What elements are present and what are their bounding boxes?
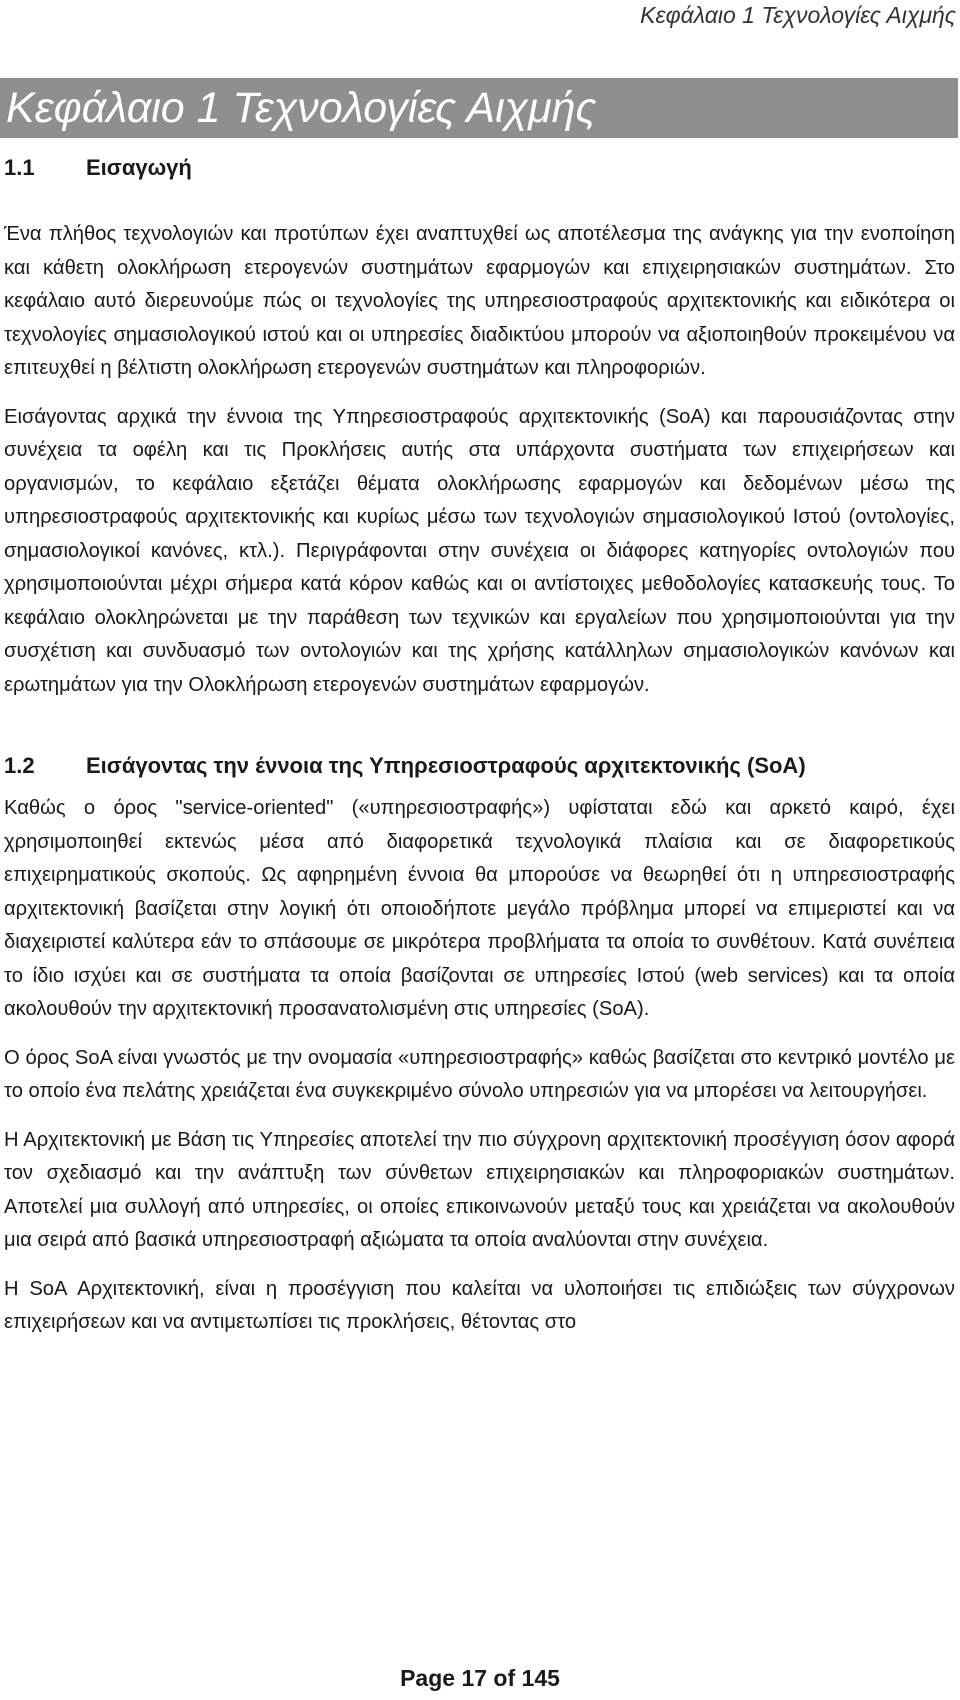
paragraph: Η Αρχιτεκτονική με Βάση τις Υπηρεσίες αποτελεί την πιο σύγχρονη αρχιτεκτονική προσέγγιση όσον αφορά τον σχεδιασμό και την ανάπτυξη των σύνθετων επιχειρησιακών και πληροφοριακών συστημάτων. Αποτελεί μια συλλογή από υπηρεσίες, οι οποίες επικοινωνούν μεταξύ τους και χρειάζεται να ακολουθούν μια σειρά από βασικά υπηρεσιοστραφή αξιώματα τα οποία αναλύονται στην συνέχεια. <box>4 1128 955 1251</box>
document-body <box>4 148 955 1340</box>
section-title: Εισαγωγή <box>86 155 192 180</box>
chapter-title: Κεφάλαιο 1 Τεχνολογίες Αιχμής <box>6 84 597 132</box>
section-number: 1.2 <box>4 753 35 778</box>
page-number: Page 17 of 145 <box>400 1665 560 1691</box>
section-heading-1-2 <box>4 746 955 786</box>
paragraph: Ο όρος SoA είναι γνωστός με την ονομασία «υπηρεσιοστραφής» καθώς βασίζεται στο κεντρικό μοντέλο με το οποίο ένα πελάτης χρειάζεται ένα συγκεκριμένο σύνολο υπηρεσιών για να μπορέσει να λειτουργήσει. <box>4 1046 955 1102</box>
section-number: 1.1 <box>4 155 35 180</box>
running-header: Κεφάλαιο 1 Τεχνολογίες Αιχμής <box>640 2 956 28</box>
section-title: Εισάγοντας την έννοια της Υπηρεσιοστραφούς αρχιτεκτονικής (SoA) <box>86 753 806 778</box>
paragraph: Εισάγοντας αρχικά την έννοια της Υπηρεσιοστραφούς αρχιτεκτονικής (SoA) και παρουσιάζοντας στην συνέχεια τα οφέλη και τις Προκλήσεις αυτής στα υπάρχοντα συστήματα των επιχειρήσεων και οργανισμών, το κεφάλαιο εξετάζει θέματα ολοκλήρωσης εφαρμογών και δεδομένων μέσω της υπηρεσιοστραφούς αρχιτεκτονικής και κυρίως μέσω των τεχνολογιών σημασιολογικού Ιστού (οντολογίες, σημασιολογικοί κανόνες, κτλ.). Περιγράφονται στην συνέχεια οι διάφορες κατηγορίες οντολογιών που χρησιμοποιούνται μέχρι σήμερα κατά κόρον καθώς και οι αντίστοιχες μεθοδολογίες κατασκευής τους. Το κεφάλαιο ολοκληρώνεται με την παράθεση των τεχνικών και εργαλείων που χρησιμοποιούνται για την συσχέτιση και συνδυασμό των οντολογιών και της χρήσης κατάλληλων σημασιολογικών κανόνων και ερωτημάτων για την Ολοκλήρωση ετερογενών συστημάτων εφαρμογών. <box>4 405 955 696</box>
paragraph: Ένα πλήθος τεχνολογιών και προτύπων έχει αναπτυχθεί ως αποτέλεσμα της ανάγκης για την ενοποίηση και κάθετη ολοκλήρωση ετερογενών συστημάτων εφαρμογών και επιχειρησιακών συστημάτων. Στο κεφάλαιο αυτό διερευνούμε πώς οι τεχνολογίες της υπηρεσιοστραφούς αρχιτεκτονικής και ειδικότερα οι τεχνολογίες σημασιολογικού ιστού και οι υπηρεσίες διαδικτύου μπορούν να αξιοποιηθούν προκειμένου να επιτευχθεί η βέλτιστη ολοκλήρωση ετερογενών συστημάτων και πληροφοριών. <box>4 223 955 379</box>
paragraph: Η SoA Αρχιτεκτονική, είναι η προσέγγιση που καλείται να υλοποιήσει τις επιδιώξεις των σύγχρονων επιχειρήσεων και να αντιμετωπίσει τις προκλήσεις, θέτοντας στο <box>4 1277 955 1333</box>
paragraph: Καθώς ο όρος "service-oriented" («υπηρεσιοστραφής») υφίσταται εδώ και αρκετό καιρό, έχει χρησιμοποιηθεί εκτενώς μέσα από διαφορετικά τεχνολογικά πλαίσια και σε διαφορετικούς επιχειρηματικούς σκοπούς. Ως αφηρημένη έννοια θα μπορούσε να θεωρηθεί ότι η υπηρεσιοστραφής αρχιτεκτονική βασίζεται στην λογική ότι οποιοδήποτε μεγάλο πρόβλημα μπορεί να επιμεριστεί και να διαχειριστεί καλύτερα εάν το σπάσουμε σε μικρότερα προβλήματα τα οποία το συνθέτουν. Κατά συνέπεια το ίδιο ισχύει και σε συστήματα τα οποία βασίζονται σε υπηρεσίες Ιστού (web services) και τα οποία ακολουθούν την αρχιτεκτονική προσανατολισμένη στις υπηρεσίες (SoA). <box>4 797 955 1020</box>
chapter-banner <box>0 78 958 138</box>
section-heading-1-1 <box>4 148 955 188</box>
